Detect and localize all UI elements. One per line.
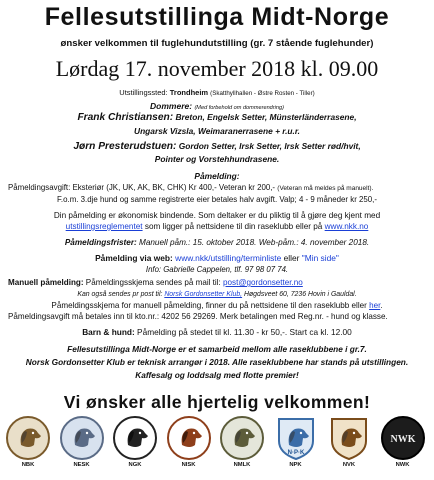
svg-text:N·P·K: N·P·K [287, 450, 304, 456]
collab-line-2: Norsk Gordonsetter Klub er teknisk arrangør i 2018. Alle raseklubbene har stands på utstillingen. [25, 357, 409, 367]
venue-line [0, 88, 434, 97]
payment-line: Påmeldingsavgift må betales inn til kto.nr.: 4202 56 29269. Merk betalingen med Reg.nr. - hund og klasse. [8, 312, 388, 321]
irish-setter-head-icon [166, 415, 212, 461]
judge-1-breeds-1: Breton, Engelsk Setter, Münsterländerrasene, [175, 112, 357, 122]
judge-1-name: Frank Christiansen: [77, 112, 174, 123]
club-logo-nvk [325, 415, 373, 468]
gordonsetter-club-link[interactable]: Norsk Gordonsetter Klub, [164, 291, 243, 298]
judge-2-name: Jørn Presterudstuen: [73, 141, 177, 152]
entry-heading: Påmelding: [194, 171, 240, 181]
children-label: Barn & hund: [82, 327, 135, 337]
club-logo-label: NMLK [233, 462, 251, 468]
club-logo-nisk [165, 415, 213, 468]
judge-1-breeds-2: Ungarsk Vizsla, Weimaranerrasene + r.u.r. [134, 126, 300, 136]
judge-2-breeds-1: Gordon Setter, Irsk Setter, Irsk Setter rød/hvit, [178, 141, 361, 151]
venue-place: Trondheim [169, 88, 209, 97]
deadlines-label: Påmeldingsfrister: [64, 238, 137, 247]
svg-text:NWK: NWK [390, 434, 415, 445]
munsterlander-emblem-icon [219, 415, 265, 461]
nkk-link[interactable]: www.nkk.no [324, 222, 369, 231]
collab-line-1: Fellesutstillinga Midt-Norge er et samarbeid mellom alle raseklubbene i gr.7. [67, 344, 367, 354]
manual-entry-line [8, 277, 428, 288]
binding-line-1: Din påmelding er økonomisk bindende. Som deltaker er du pliktig til å gjøre deg kjent med [53, 211, 381, 220]
club-logo-nmlk [218, 415, 266, 468]
web-entry-line [0, 253, 434, 263]
form-here-link[interactable]: her [369, 301, 381, 310]
info-line: Info: Gabrielle Cappelen, tlf. 97 98 07 74. [145, 265, 289, 274]
judges-heading: Dommere: [150, 101, 193, 111]
club-logo-label: NISK [181, 462, 196, 468]
fees-text: Påmeldingsavgift: Eksteriør (JK, UK, AK, BK, CHK) Kr 400,- Veteran kr 200,- [8, 183, 276, 192]
children-text: Påmelding på stedet til kl. 11.30 - kr 50,-. Start ca kl. 12.00 [134, 327, 352, 337]
event-date: Lørdag 17. november 2018 kl. 09.00 [55, 56, 379, 81]
club-logo-label: NVK [342, 462, 356, 468]
vorsteh-shield-icon [326, 415, 372, 461]
judge-2-line-1 [0, 141, 434, 153]
form-text: Påmeldingsskjema for manuell påmelding, finner du på nettsidene til den raseklubb eller [51, 301, 370, 310]
postal-address: Høgdsveet 60, 7236 Hovin i Gauldal. [242, 291, 357, 298]
web-entry-label: Påmelding via web: [95, 253, 173, 263]
binding-line-2 [0, 222, 434, 231]
club-logo-ngk [111, 415, 159, 468]
postal-line [0, 289, 434, 300]
judges-note: (Med forbehold om dommerendring) [194, 105, 284, 111]
venue-detail: (Skatthyllhallen - Østre Rosten - Tiller) [210, 90, 315, 97]
club-logos-row [4, 415, 432, 477]
deadlines-text: Manuell påm.: 15. oktober 2018. Web-påm.: 4. november 2018. [136, 238, 370, 247]
club-logo-nbk [4, 415, 52, 468]
club-logo-label: NESK [73, 462, 90, 468]
poster-title: Fellesutstillinga Midt-Norge [44, 3, 390, 31]
form-line: Påmeldingsskjema for manuell påmelding, finner du på nettsidene til den raseklubb eller her. [51, 301, 383, 310]
judges-heading-line [0, 101, 434, 111]
min-side-link[interactable]: "Min side" [301, 253, 339, 263]
setter-dog-emblem-icon [59, 415, 105, 461]
gordon-setter-head-icon [112, 415, 158, 461]
manual-entry-text: Påmeldingsskjema sendes på mail til: [83, 278, 224, 287]
fees-line-2: F.o.m. 3.dje hund og samme registrerte eier betales halv avgift. Valp; 4 - 9 måneder kr 250,- [56, 195, 378, 204]
weimaraner-emblem-icon [380, 415, 426, 461]
web-entry-mid: eller [281, 253, 302, 263]
club-logo-label: NPK [289, 462, 302, 468]
club-logo-label: NGK [128, 462, 142, 468]
children-line [0, 327, 434, 337]
judge-1-line-1 [0, 112, 434, 124]
judge-2-breeds-2: Pointer og Vorstehhundrasene. [154, 154, 280, 164]
terminliste-link[interactable]: www.nkk/utstilling/terminliste [175, 253, 282, 263]
welcome-banner: Vi ønsker alle hjertelig velkommen! [63, 392, 371, 412]
manual-entry-label: Manuell påmelding: [8, 278, 84, 287]
fees-note: (Veteran må meldes på manuelt). [277, 185, 374, 192]
regulations-link[interactable]: utstillingsreglementet [65, 222, 143, 231]
email-link[interactable]: post@gordonsetter.no [223, 278, 303, 287]
binding-line-2-text: som ligger på nettsidene til din raseklubb eller på [142, 222, 325, 231]
pointer-emblem-icon [273, 415, 319, 461]
deadlines-line [0, 238, 434, 247]
club-logo-npk [272, 415, 320, 468]
fees-line [8, 183, 428, 195]
club-logo-label: NBK [21, 462, 35, 468]
club-logo-nesk [58, 415, 106, 468]
postal-text: Kan også sendes pr post til: [77, 291, 165, 298]
collab-line-3: Kaffesalg og loddsalg med flotte premier! [135, 370, 299, 380]
poster-subtitle: ønsker velkommen til fuglehundutstilling (gr. 7 stående fuglehunder) [60, 38, 374, 49]
club-logo-nwk [379, 415, 427, 468]
club-logo-label: NWK [395, 462, 410, 468]
breton-dog-emblem-icon [5, 415, 51, 461]
venue-label: Utstillingssted: [119, 88, 168, 97]
